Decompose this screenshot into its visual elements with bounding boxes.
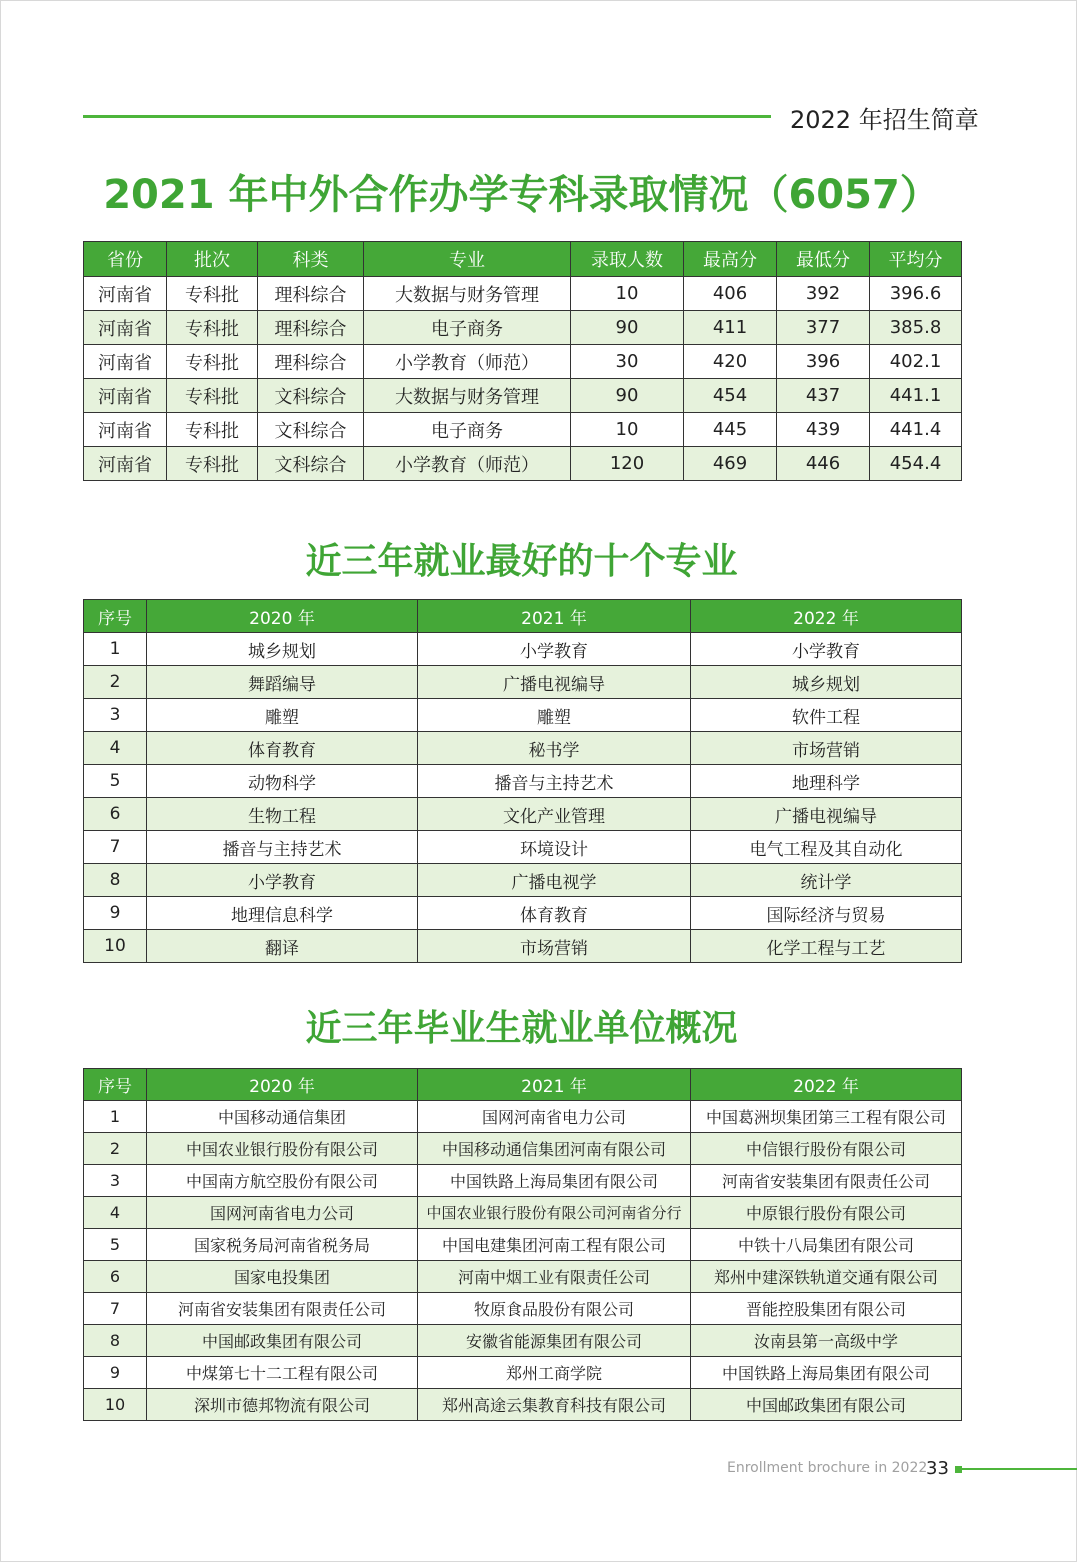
table-cell: 392 [777, 277, 870, 311]
table-cell: 广播电视编导 [691, 798, 962, 831]
table-row [84, 1389, 962, 1421]
table-cell: 郑州中建深铁轨道交通有限公司 [691, 1261, 962, 1293]
table-cell: 小学教育 [691, 633, 962, 666]
table-row [84, 897, 962, 930]
table-cell: 国家电投集团 [147, 1261, 418, 1293]
table-cell: 环境设计 [418, 831, 691, 864]
table-cell: 420 [684, 345, 777, 379]
table-cell: 软件工程 [691, 699, 962, 732]
col-batch-header: 批次 [167, 242, 258, 277]
table-cell: 30 [571, 345, 684, 379]
table-cell: 10 [571, 413, 684, 447]
table-cell: 专科批 [167, 379, 258, 413]
table-cell: 小学教育（师范） [364, 447, 571, 481]
table-cell: 中信银行股份有限公司 [691, 1133, 962, 1165]
table-cell: 体育教育 [147, 732, 418, 765]
table-row [84, 379, 962, 413]
header-rule [83, 115, 771, 118]
employers-header-row [84, 1069, 962, 1101]
table-cell: 国际经济与贸易 [691, 897, 962, 930]
table-cell: 中国电建集团河南工程有限公司 [418, 1229, 691, 1261]
table-cell: 396 [777, 345, 870, 379]
table-cell: 市场营销 [418, 930, 691, 963]
table-cell: 4 [84, 732, 147, 765]
table-cell: 中国铁路上海局集团有限公司 [418, 1165, 691, 1197]
col-2020-header: 2020 年 [147, 600, 418, 633]
table-cell: 8 [84, 1325, 147, 1357]
table-cell: 3 [84, 1165, 147, 1197]
table-cell: 9 [84, 1357, 147, 1389]
table-cell: 化学工程与工艺 [691, 930, 962, 963]
table-cell: 2 [84, 1133, 147, 1165]
employers-title: 近三年毕业生就业单位概况 [305, 1008, 738, 1049]
table-cell: 2 [84, 666, 147, 699]
col-admitted-header: 录取人数 [571, 242, 684, 277]
table-cell: 理科综合 [258, 311, 364, 345]
table-cell: 439 [777, 413, 870, 447]
admission-header-row [84, 242, 962, 277]
table-cell: 国家税务局河南省税务局 [147, 1229, 418, 1261]
table-cell: 377 [777, 311, 870, 345]
table-cell: 7 [84, 831, 147, 864]
col-category-header: 科类 [258, 242, 364, 277]
footer-text: Enrollment brochure in 2022 [727, 1460, 928, 1476]
table-cell: 中国农业银行股份有限公司河南省分行 [418, 1197, 691, 1229]
col-min-score-header: 最低分 [777, 242, 870, 277]
table-row [84, 1293, 962, 1325]
table-cell: 10 [84, 1389, 147, 1421]
table-row [84, 1261, 962, 1293]
table-cell: 雕塑 [147, 699, 418, 732]
table-cell: 舞蹈编导 [147, 666, 418, 699]
majors-header-row [84, 600, 962, 633]
table-cell: 441.4 [870, 413, 962, 447]
table-row [84, 864, 962, 897]
table-cell: 河南省 [84, 447, 167, 481]
table-cell: 9 [84, 897, 147, 930]
table-cell: 大数据与财务管理 [364, 379, 571, 413]
col-2022-header: 2022 年 [691, 600, 962, 633]
table-cell: 理科综合 [258, 345, 364, 379]
table-cell: 国网河南省电力公司 [147, 1197, 418, 1229]
table-row [84, 345, 962, 379]
table-cell: 454 [684, 379, 777, 413]
table-cell: 河南中烟工业有限责任公司 [418, 1261, 691, 1293]
table-cell: 中煤第七十二工程有限公司 [147, 1357, 418, 1389]
table-cell: 中国移动通信集团 [147, 1101, 418, 1133]
table-row [84, 311, 962, 345]
admission-table [83, 241, 962, 481]
table-cell: 437 [777, 379, 870, 413]
table-cell: 3 [84, 699, 147, 732]
table-cell: 396.6 [870, 277, 962, 311]
table-cell: 河南省 [84, 277, 167, 311]
table-cell: 中国移动通信集团河南有限公司 [418, 1133, 691, 1165]
table-cell: 小学教育（师范） [364, 345, 571, 379]
table-cell: 动物科学 [147, 765, 418, 798]
col-index-header: 序号 [84, 1069, 147, 1101]
table-row [84, 1101, 962, 1133]
table-cell: 秘书学 [418, 732, 691, 765]
table-cell: 市场营销 [691, 732, 962, 765]
table-cell: 小学教育 [147, 864, 418, 897]
col-max-score-header: 最高分 [684, 242, 777, 277]
table-cell: 河南省安装集团有限责任公司 [147, 1293, 418, 1325]
table-cell: 统计学 [691, 864, 962, 897]
table-cell: 7 [84, 1293, 147, 1325]
table-cell: 汝南县第一高级中学 [691, 1325, 962, 1357]
table-cell: 411 [684, 311, 777, 345]
table-cell: 文化产业管理 [418, 798, 691, 831]
table-cell: 电子商务 [364, 311, 571, 345]
table-cell: 地理信息科学 [147, 897, 418, 930]
table-cell: 专科批 [167, 277, 258, 311]
table-cell: 郑州高途云集教育科技有限公司 [418, 1389, 691, 1421]
table-cell: 体育教育 [418, 897, 691, 930]
col-avg-score-header: 平均分 [870, 242, 962, 277]
table-cell: 469 [684, 447, 777, 481]
table-cell: 8 [84, 864, 147, 897]
table-row [84, 1229, 962, 1261]
table-cell: 446 [777, 447, 870, 481]
table-cell: 城乡规划 [691, 666, 962, 699]
table-cell: 电气工程及其自动化 [691, 831, 962, 864]
table-cell: 120 [571, 447, 684, 481]
col-2022-header: 2022 年 [691, 1069, 962, 1101]
table-row [84, 1325, 962, 1357]
table-cell: 广播电视学 [418, 864, 691, 897]
table-cell: 中国葛洲坝集团第三工程有限公司 [691, 1101, 962, 1133]
footer-square-icon [955, 1466, 962, 1473]
table-row [84, 447, 962, 481]
table-cell: 地理科学 [691, 765, 962, 798]
table-cell: 河南省 [84, 345, 167, 379]
table-row [84, 1133, 962, 1165]
employers-table [83, 1068, 962, 1421]
table-row [84, 1165, 962, 1197]
table-cell: 播音与主持艺术 [147, 831, 418, 864]
table-cell: 10 [84, 930, 147, 963]
col-province-header: 省份 [84, 242, 167, 277]
table-row [84, 1357, 962, 1389]
table-cell: 1 [84, 1101, 147, 1133]
table-cell: 5 [84, 1229, 147, 1261]
table-cell: 理科综合 [258, 277, 364, 311]
table-row [84, 798, 962, 831]
table-row [84, 413, 962, 447]
table-cell: 城乡规划 [147, 633, 418, 666]
table-cell: 河南省 [84, 379, 167, 413]
table-cell: 文科综合 [258, 447, 364, 481]
table-cell: 406 [684, 277, 777, 311]
col-2020-header: 2020 年 [147, 1069, 418, 1101]
table-cell: 90 [571, 311, 684, 345]
table-cell: 国网河南省电力公司 [418, 1101, 691, 1133]
table-cell: 广播电视编导 [418, 666, 691, 699]
table-row [84, 699, 962, 732]
table-row [84, 633, 962, 666]
table-row [84, 1197, 962, 1229]
top-majors-table [83, 599, 962, 963]
table-cell: 文科综合 [258, 413, 364, 447]
table-cell: 中原银行股份有限公司 [691, 1197, 962, 1229]
table-cell: 翻译 [147, 930, 418, 963]
table-cell: 专科批 [167, 447, 258, 481]
page-number: 33 [926, 1458, 949, 1479]
table-cell: 小学教育 [418, 633, 691, 666]
table-cell: 385.8 [870, 311, 962, 345]
table-cell: 6 [84, 1261, 147, 1293]
table-cell: 中国铁路上海局集团有限公司 [691, 1357, 962, 1389]
top-majors-title: 近三年就业最好的十个专业 [305, 541, 738, 582]
table-cell: 445 [684, 413, 777, 447]
table-cell: 5 [84, 765, 147, 798]
table-row [84, 765, 962, 798]
table-row [84, 930, 962, 963]
table-cell: 中国农业银行股份有限公司 [147, 1133, 418, 1165]
table-cell: 郑州工商学院 [418, 1357, 691, 1389]
table-cell: 专科批 [167, 311, 258, 345]
table-cell: 河南省安装集团有限责任公司 [691, 1165, 962, 1197]
table-cell: 专科批 [167, 345, 258, 379]
table-cell: 专科批 [167, 413, 258, 447]
table-cell: 6 [84, 798, 147, 831]
table-cell: 中国邮政集团有限公司 [691, 1389, 962, 1421]
table-cell: 中铁十八局集团有限公司 [691, 1229, 962, 1261]
table-cell: 402.1 [870, 345, 962, 379]
table-cell: 中国邮政集团有限公司 [147, 1325, 418, 1357]
table-cell: 4 [84, 1197, 147, 1229]
table-cell: 大数据与财务管理 [364, 277, 571, 311]
table-row [84, 666, 962, 699]
table-cell: 生物工程 [147, 798, 418, 831]
table-cell: 10 [571, 277, 684, 311]
table-cell: 播音与主持艺术 [418, 765, 691, 798]
table-cell: 1 [84, 633, 147, 666]
table-cell: 454.4 [870, 447, 962, 481]
col-index-header: 序号 [84, 600, 147, 633]
col-2021-header: 2021 年 [418, 1069, 691, 1101]
table-row [84, 277, 962, 311]
table-cell: 深圳市德邦物流有限公司 [147, 1389, 418, 1421]
table-cell: 电子商务 [364, 413, 571, 447]
table-cell: 90 [571, 379, 684, 413]
table-row [84, 732, 962, 765]
table-cell: 文科综合 [258, 379, 364, 413]
table-cell: 河南省 [84, 413, 167, 447]
table-cell: 441.1 [870, 379, 962, 413]
header-title: 2022 年招生简章 [790, 106, 979, 134]
table-cell: 牧原食品股份有限公司 [418, 1293, 691, 1325]
table-cell: 晋能控股集团有限公司 [691, 1293, 962, 1325]
table-cell: 河南省 [84, 311, 167, 345]
table-row [84, 831, 962, 864]
table-cell: 中国南方航空股份有限公司 [147, 1165, 418, 1197]
admission-title: 2021 年中外合作办学专科录取情况（6057） [103, 172, 940, 218]
table-cell: 安徽省能源集团有限公司 [418, 1325, 691, 1357]
footer-rule [962, 1468, 1077, 1470]
table-cell: 雕塑 [418, 699, 691, 732]
col-major-header: 专业 [364, 242, 571, 277]
col-2021-header: 2021 年 [418, 600, 691, 633]
